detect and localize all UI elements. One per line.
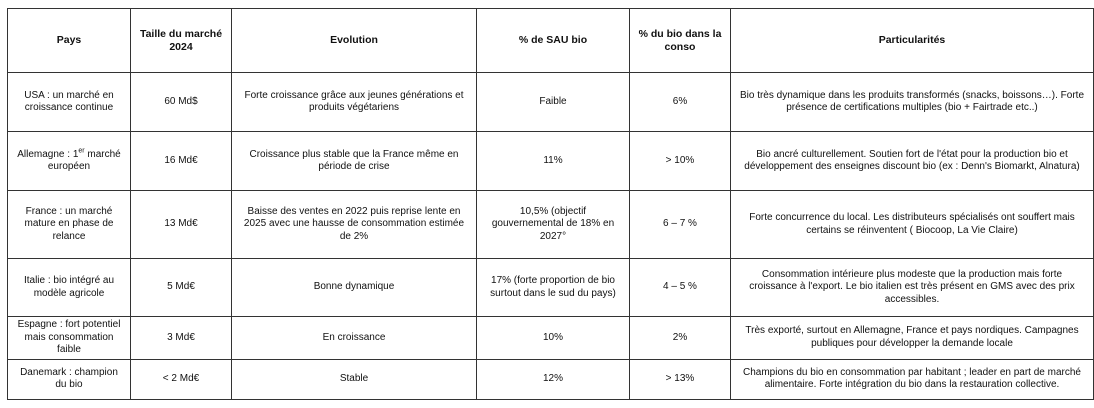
cell-taille: < 2 Md€ [131,359,232,399]
cell-pays: Italie : bio intégré au modèle agricole [8,259,131,317]
cell-pays: Danemark : champion du bio [8,359,131,399]
table-header-row [8,9,1094,73]
header-evolution: Evolution [232,9,477,73]
cell-particularites: Consommation intérieure plus modeste que la production mais forte croissance à l'export. Le bio italien est très présent en GMS avec des prix accessibles. [731,259,1094,317]
cell-sau: 10,5% (objectif gouvernemental de 18% en 2027° [477,191,630,259]
table-row [8,317,1094,360]
header-sau: % de SAU bio [477,9,630,73]
cell-evolution: Baisse des ventes en 2022 puis reprise lente en 2025 avec une hausse de consommation estimée de 2% [232,191,477,259]
cell-particularites: Bio très dynamique dans les produits transformés (snacks, boissons…). Forte présence de certifications multiples (bio + Fairtrade etc..) [731,73,1094,132]
cell-sau: 17% (forte proportion de bio surtout dans le sud du pays) [477,259,630,317]
cell-sau: 10% [477,317,630,360]
cell-particularites: Bio ancré culturellement. Soutien fort de l'état pour la production bio et développement des enseignes discount bio (ex : Denn's Biomarkt, Alnatura) [731,132,1094,191]
table-row [8,359,1094,399]
cell-conso: 6 – 7 % [630,191,731,259]
cell-particularites: Forte concurrence du local. Les distributeurs spécialisés ont souffert mais certains se réinventent ( Biocoop, La Vie Claire) [731,191,1094,259]
cell-pays [8,132,131,191]
cell-evolution: Stable [232,359,477,399]
cell-sau: 12% [477,359,630,399]
cell-pays: Espagne : fort potentiel mais consommation faible [8,317,131,360]
header-taille: Taille du marché 2024 [131,9,232,73]
cell-pays-text-end: marché européen [47,148,121,172]
cell-taille: 13 Md€ [131,191,232,259]
cell-conso: 2% [630,317,731,360]
cell-particularites: Très exporté, surtout en Allemagne, France et pays nordiques. Campagnes publiques pour développer la demande locale [731,317,1094,360]
cell-evolution: Croissance plus stable que la France même en période de crise [232,132,477,191]
cell-pays: France : un marché mature en phase de relance [8,191,131,259]
header-pays: Pays [8,9,131,73]
cell-pays: USA : un marché en croissance continue [8,73,131,132]
header-conso: % du bio dans la conso [630,9,731,73]
cell-evolution: En croissance [232,317,477,360]
table-row [8,191,1094,259]
cell-conso: > 13% [630,359,731,399]
cell-sau: 11% [477,132,630,191]
table-row [8,259,1094,317]
cell-pays-text: Allemagne : 1 [17,148,79,160]
cell-conso: > 10% [630,132,731,191]
cell-particularites: Champions du bio en consommation par habitant ; leader en part de marché alimentaire. Forte intégration du bio dans la restauration collective. [731,359,1094,399]
cell-taille: 3 Md€ [131,317,232,360]
cell-evolution: Bonne dynamique [232,259,477,317]
cell-taille: 60 Md$ [131,73,232,132]
header-particularites: Particularités [731,9,1094,73]
table-row [8,73,1094,132]
cell-taille: 16 Md€ [131,132,232,191]
cell-sau: Faible [477,73,630,132]
bio-market-table [7,8,1094,400]
cell-evolution: Forte croissance grâce aux jeunes générations et produits végétariens [232,73,477,132]
cell-taille: 5 Md€ [131,259,232,317]
table-row [8,132,1094,191]
cell-pays-sup: er [78,147,85,155]
cell-conso: 4 – 5 % [630,259,731,317]
cell-conso: 6% [630,73,731,132]
